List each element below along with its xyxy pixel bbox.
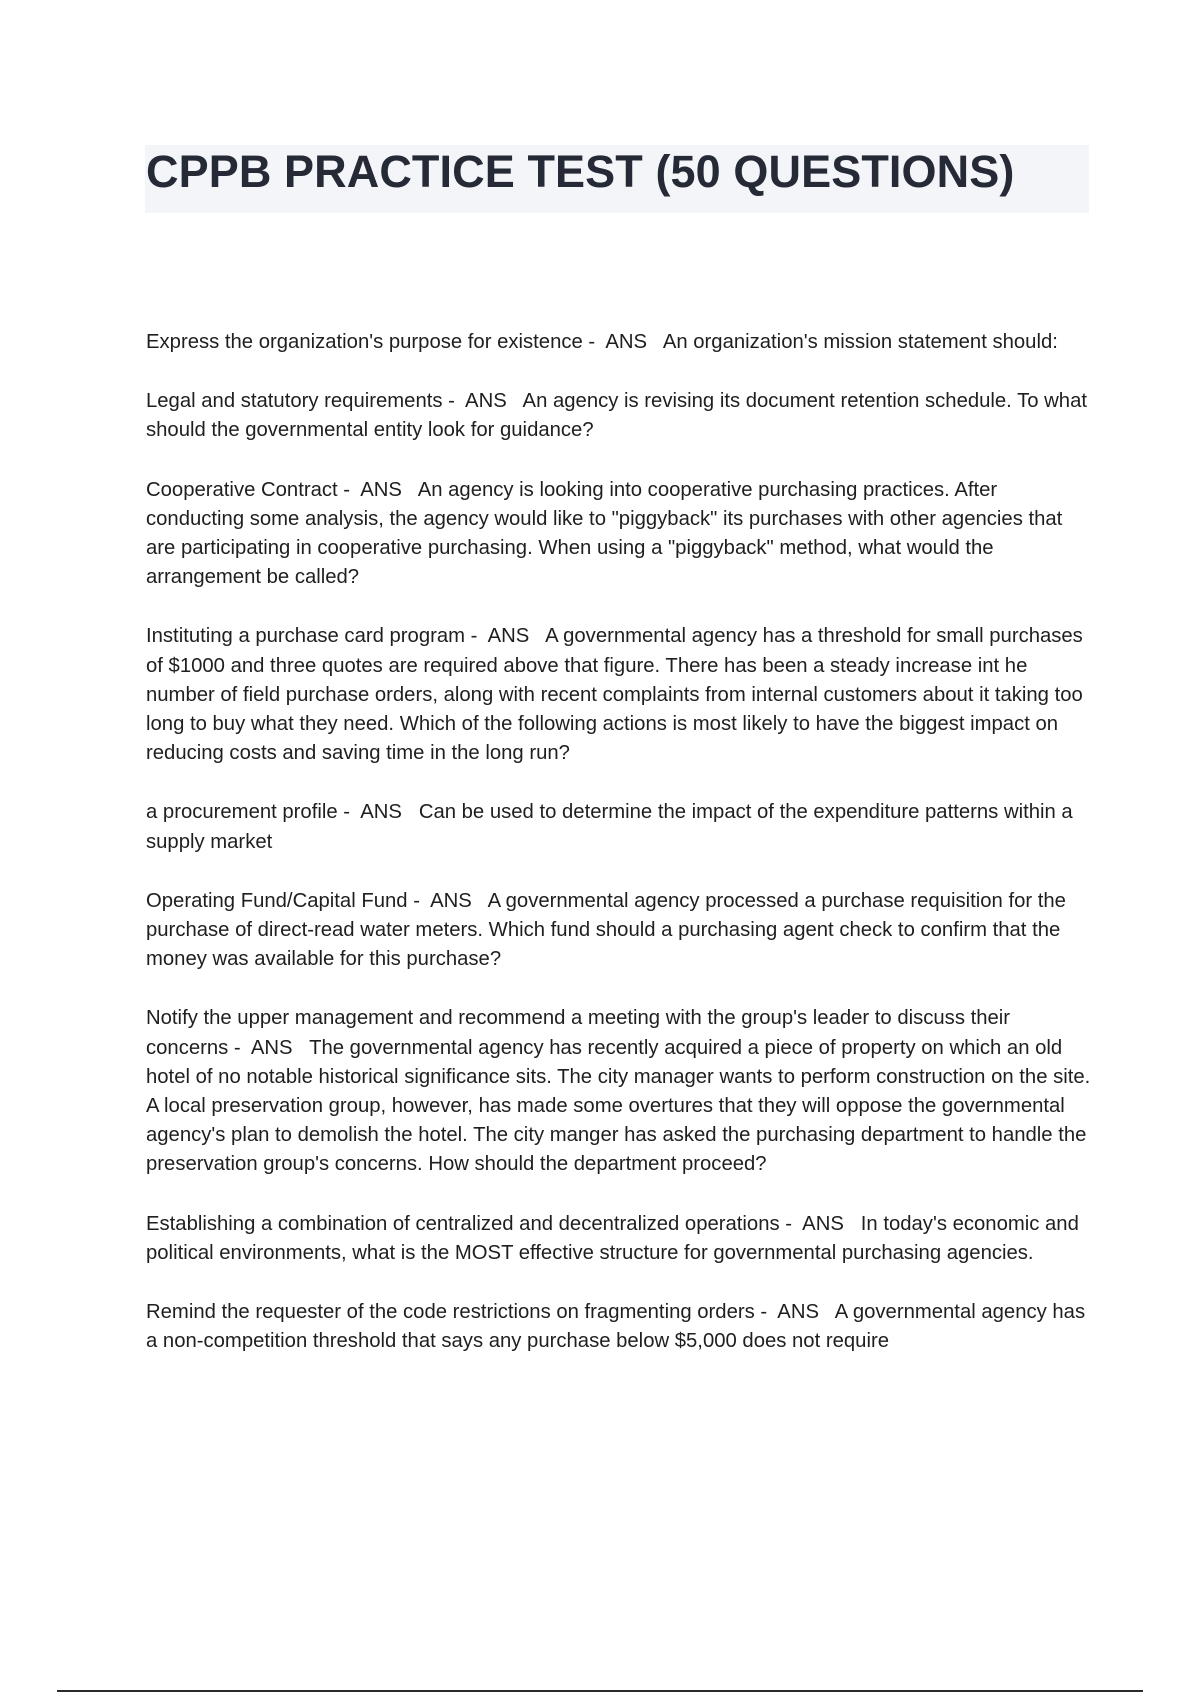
qa-answer: Notify the upper management and recommend a meeting with the group's leader to discuss their concerns [146,1007,1011,1059]
qa-separator: - ANS [407,889,488,912]
qa-separator: - ANS [442,390,523,413]
qa-item [146,328,1094,357]
qa-answer: Operating Fund/Capital Fund [146,889,408,912]
qa-separator: - ANS [465,625,546,648]
qa-separator: - ANS [779,1212,861,1235]
qa-separator: - ANS [337,801,419,824]
qa-answer: Instituting a purchase card program [146,625,466,648]
qa-item [146,1004,1094,1179]
qa-question: An agency is revising its document retention schedule. To what should the governmental entity look for guidance? [146,390,1087,442]
qa-question: Can be used to determine the impact of the expenditure patterns within a supply market [146,801,1073,853]
qa-answer: Cooperative Contract [146,478,338,501]
qa-answer: a procurement profile [146,801,338,824]
qa-question: In today's economic and political environments, what is the MOST effective structure for governmental purchasing agencies. [146,1212,1079,1264]
qa-separator: - ANS [582,331,663,353]
qa-item [146,476,1094,593]
qa-item [146,622,1094,768]
qa-item [146,387,1094,445]
qa-separator: - ANS [337,478,418,501]
footer-rule [57,1690,1143,1692]
qa-item [146,1298,1094,1356]
qa-question: A governmental agency has a threshold for small purchases of $1000 and three quotes are required above that figure. There has been a steady increase int he number of field purchase orders, along with recent complaints from internal customers about it taking too long to buy what they need. Which of the following actions is most likely to have the biggest impact on reducing costs and saving time in the long run? [146,625,1083,765]
qa-answer: Legal and statutory requirements [146,390,443,413]
qa-question: An organization's mission statement should: [662,331,1058,353]
qa-question: A governmental agency processed a purchase requisition for the purchase of direct-read water meters. Which fund should a purchasing agent check to confirm that the money was available for this purchase? [146,889,1066,971]
qa-question: The governmental agency has recently acquired a piece of property on which an old hotel of no notable historical significance sits. The city manager wants to perform construction on the site. A local preservation group, however, has made some overtures that they will oppose the governmental agency's plan to demolish the hotel. The city manger has asked the purchasing department to handle the preservation group's concerns. How should the department proceed? [146,1036,1091,1176]
qa-item [146,887,1094,975]
qa-answer: Remind the requester of the code restrictions on fragmenting orders [146,1301,755,1324]
qa-answer: Express the organization's purpose for existence [146,331,583,353]
qa-separator: - ANS [228,1036,310,1059]
qa-item [146,798,1094,856]
qa-item [146,1210,1094,1268]
qa-question: A governmental agency has a non-competition threshold that says any purchase below $5,000 does not require [146,1301,1086,1353]
page-title: CPPB PRACTICE TEST (50 QUESTIONS) [146,146,1015,197]
qa-separator: - ANS [754,1301,835,1324]
qa-list [146,328,1094,1386]
qa-answer: Establishing a combination of centralized and decentralized operations [146,1212,780,1235]
qa-question: An agency is looking into cooperative purchasing practices. After conducting some analysis, the agency would like to "piggyback" its purchases with other agencies that are participating in cooperative purchasing. When using a "piggyback" method, what would the arrangement be called? [146,478,1063,589]
